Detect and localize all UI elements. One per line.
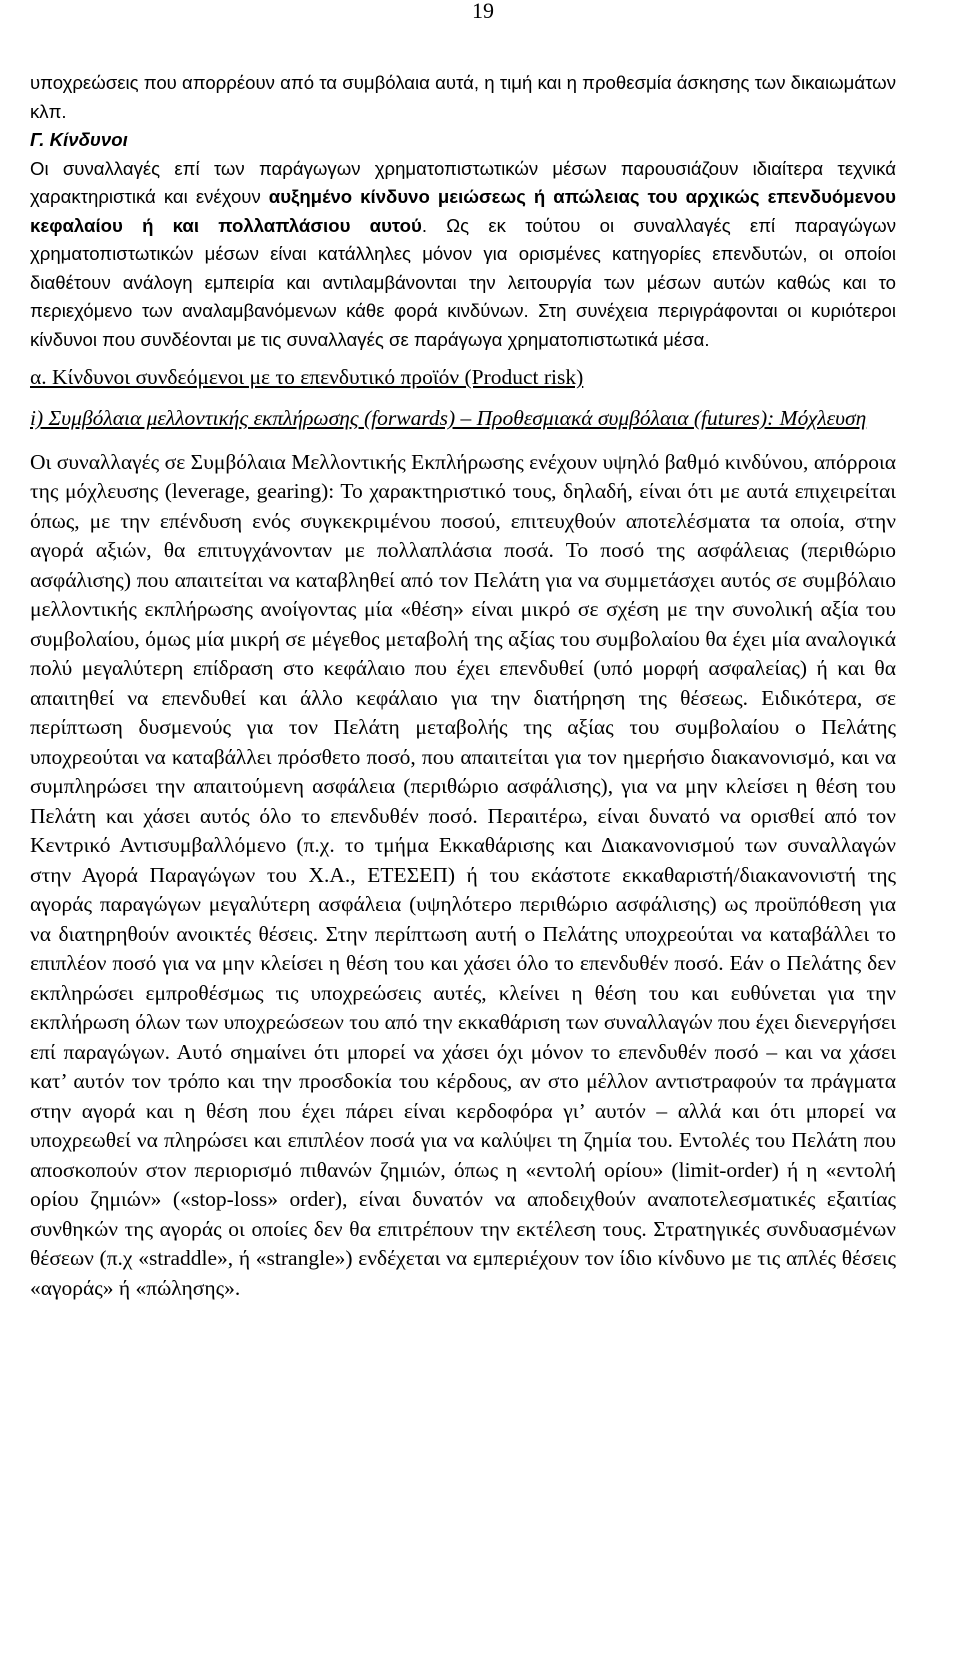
subsection-heading-product-risk: α. Κίνδυνοι συνδεόμενοι με το επενδυτικό προϊόν (Product risk)	[30, 365, 584, 389]
subsection-heading-forwards-futures: i) Συμβόλαια μελλοντικής εκπλήρωσης (forwards) – Προθεσμιακά συμβόλαια (futures): Μόχλευση	[30, 406, 867, 430]
page-number: 19	[472, 0, 494, 23]
section-heading-risks: Γ. Κίνδυνοι	[30, 129, 128, 150]
risks-paragraph-end: . Ως εκ τούτου οι συναλλαγές επί παραγώγων χρηματοπιστωτικών μέσων είναι κατάλληλες μόνον για ορισμένες κατηγορίες επενδυτών, οι οποίοι διαθέτουν ανάλογη εμπειρία και αντιλαμβάνονται την λειτουργία των μέσων αυτών καθώς και το περιεχόμενο των αναλαμβανόμενων κάθε φορά κινδύνων. Στη συνέχεια περιγράφονται οι κυριότεροι κίνδυνοι που συνδέονται με τις συναλλαγές σε παράγωγα χρηματοπιστωτικά μέσα.	[30, 214, 896, 350]
leverage-paragraph: Οι συναλλαγές σε Συμβόλαια Μελλοντικής Εκπλήρωσης ενέχουν υψηλό βαθμό κινδύνου, απόρροια της μόχλευσης (leverage, gearing): Το χαρακτηριστικό τους, δηλαδή, είναι ότι με αυτά επιχειρείται όπως, με την επένδυση ενός συγκεκριμένου ποσού, επιτευχθούν αποτελέσματα τα οποία, στην αγορά αξιών, θα επιτυγχάνονταν με πολλαπλάσια ποσά. Το ποσό της ασφάλειας (περιθώριο ασφάλισης) που απαιτείται να καταβληθεί από τον Πελάτη για να συμμετάσχει αυτός σε συμβόλαιο μελλοντικής εκπλήρωσης ανοίγοντας μία «θέση» είναι μικρό σε σχέση με την συνολική αξία του συμβολαίου, όμως μία μικρή σε μέγεθος μεταβολή της αξίας του συμβολαίου θα έχει μία αναλογικά πολύ μεγαλύτερη επίδραση στο κεφάλαιο που έχει επενδυθεί (υπό μορφή ασφαλείας) ή και θα απαιτηθεί να επενδυθεί και άλλο κεφάλαιο για την διατήρηση της θέσεως. Ειδικότερα, σε περίπτωση δυσμενούς για τον Πελάτη μεταβολής της αξίας του συμβολαίου ο Πελάτης υποχρεούται να καταβάλλει πρόσθετο ποσό, που απαιτείται για τον ημερήσιο διακανονισμό, και να συμπληρώσει την απαιτούμενη ασφάλεια (περιθώριο ασφάλισης), για να μην κλείσει η θέση του Πελάτη και χάσει αυτός όλο το επενδυθέν ποσό. Περαιτέρω, είναι δυνατό να ορισθεί από τον Κεντρικό Αντισυμβαλλόμενο (π.χ. το τμήμα Εκκαθάρισης και Διακανονισμού των συναλλαγών στην Αγορά Παραγώγων του Χ.Α., ΕΤΕΣΕΠ) ή του εκάστοτε εκκαθαριστή/διακανονιστή της αγοράς παραγώγων μεγαλύτερη ασφάλεια (υψηλότερο περιθώριο ασφάλισης) ως προϋπόθεση για να διατηρηθούν ανοικτές θέσεις. Στην περίπτωση αυτή ο Πελάτης υποχρεούται να καταβάλλει το επιπλέον ποσό για να μην κλείσει η θέση του και χάσει όλο το επενδυθέν ποσό. Εάν ο Πελάτης δεν εκπληρώσει εμπροθέσμως τις υποχρεώσεις αυτές, κλείνει η θέση του και ευθύνεται για την εκπλήρωση όλων των υποχρεώσεων του από την εκκαθάριση των συναλλαγών που έχει διενεργήσει επί παραγώγων. Αυτό σημαίνει ότι μπορεί να χάσει όχι μόνον το επενδυθέν ποσό – και να χάσει κατ’ αυτόν τον τρόπο και την προσδοκία του κέρδους, αν στο μέλλον αντιστραφούν τα πράγματα στην αγορά και η θέση που έχει πάρει είναι κερδοφόρα γι’ αυτόν – αλλά και ότι μπορεί να υποχρεωθεί να πληρώσει και επιπλέον ποσά για να καλύψει τη ζημία του. Εντολές του Πελάτη που αποσκοπούν στον περιορισμό πιθανών ζημιών, όπως η «εντολή ορίου» (limit-order) ή η «εντολή ορίου ζημιών» («stop-loss» order), είναι δυνατόν να αποδειχθούν αναποτελεσματικές εξαιτίας συνθηκών της αγοράς οι οποίες δεν θα επιτρέπουν την εκτέλεση τους. Στρατηγικές συνδυασμένων θέσεων (π.χ «straddle», ή «strangle») ενδέχεται να εμπεριέχουν τον ίδιο κίνδυνο με τις απλές θέσεις «αγοράς» ή «πώλησης».	[30, 449, 896, 1300]
document-page	[30, 0, 896, 1303]
intro-continuation: υποχρεώσεις που απορρέουν από τα συμβόλαια αυτά, η τιμή και η προθεσμία άσκησης των δικαιωμάτων κλπ.	[30, 72, 896, 122]
risks-paragraph-bold: αυξημένο κίνδυνο μειώσεως ή απώλειας του αρχικώς επενδυόμενου κεφαλαίου ή και πολλαπλάσιου αυτού	[30, 186, 896, 236]
risks-paragraph-start: Οι συναλλαγές επί των παράγωγων χρηματοπιστωτικών μέσων παρουσιάζουν ιδιαίτερα τεχνικά χαρακτηριστικά και ενέχουν	[30, 157, 896, 207]
risks-paragraph	[30, 155, 896, 355]
